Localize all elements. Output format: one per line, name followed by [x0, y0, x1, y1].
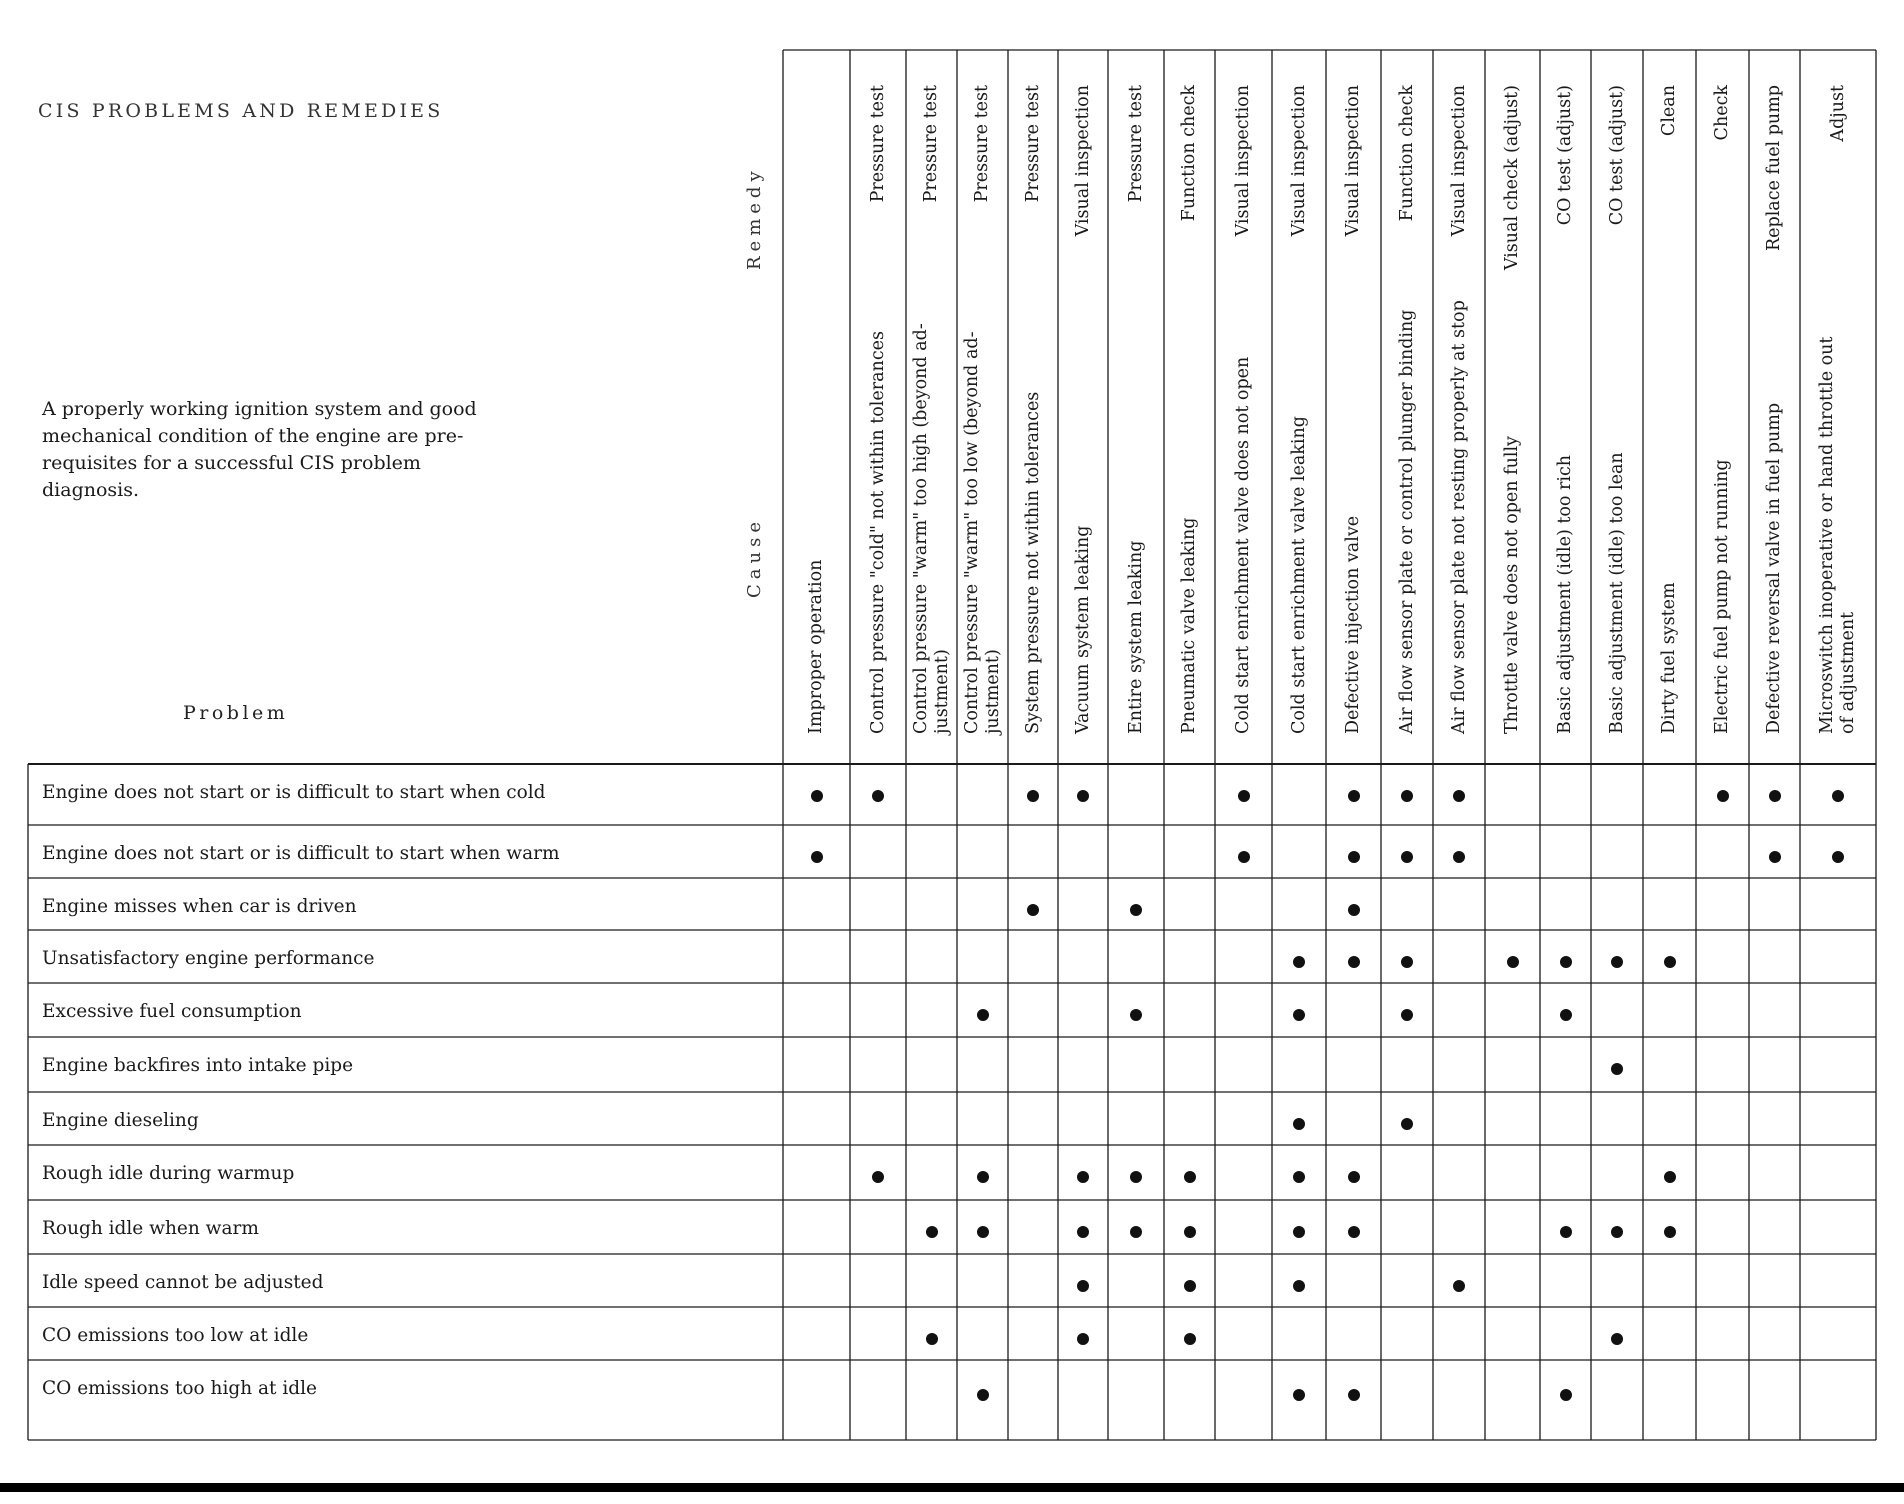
problem-row-label: Engine dieseling	[42, 1110, 199, 1131]
matrix-dot	[1453, 790, 1465, 802]
column-cause-label: Dirty fuel system	[1659, 582, 1679, 734]
problem-row-label: Engine does not start or is difficult to start when cold	[42, 782, 546, 803]
problem-row-label: Rough idle during warmup	[42, 1163, 295, 1184]
matrix-dot	[1077, 1333, 1089, 1345]
matrix-dot	[926, 1333, 938, 1345]
matrix-dot	[811, 790, 823, 802]
column-remedy-label: Function check	[1396, 85, 1417, 222]
remedy-header: Remedy	[744, 166, 765, 270]
problem-row-label: Rough idle when warm	[42, 1218, 259, 1239]
matrix-dot	[977, 1171, 989, 1183]
matrix-dot	[1664, 1171, 1676, 1183]
cause-header: Cause	[744, 517, 765, 598]
problem-row-label: Idle speed cannot be adjusted	[42, 1272, 324, 1293]
column-cause-label: Improper operation	[806, 559, 826, 734]
matrix-dot	[1401, 790, 1413, 802]
column-cause-label: Defective injection valve	[1343, 515, 1363, 734]
column-remedy-label: Visual inspection	[1072, 85, 1093, 237]
matrix-dot	[1560, 956, 1572, 968]
matrix-dot	[1832, 851, 1844, 863]
matrix-dot	[1184, 1333, 1196, 1345]
matrix-dot	[1238, 790, 1250, 802]
matrix-dot	[1130, 904, 1142, 916]
column-cause-label: Throttle valve does not open fully	[1502, 436, 1522, 734]
matrix-dot	[872, 790, 884, 802]
column-cause-label: Entire system leaking	[1125, 540, 1146, 734]
matrix-dot	[1453, 851, 1465, 863]
matrix-dot	[1293, 1118, 1305, 1130]
page-title: CIS PROBLEMS AND REMEDIES	[38, 100, 444, 122]
column-cause-label: Control pressure "warm" too high (beyond ad- justment)	[910, 323, 952, 734]
matrix-dot	[1401, 956, 1413, 968]
matrix-dot	[1348, 904, 1360, 916]
matrix-dot	[977, 1009, 989, 1021]
column-remedy-label: Function check	[1179, 85, 1199, 222]
column-cause-label: Vacuum system leaking	[1072, 525, 1093, 734]
matrix-dot	[1027, 790, 1039, 802]
column-remedy-label: Check	[1712, 85, 1732, 141]
matrix-dot	[1293, 1226, 1305, 1238]
matrix-dot	[1293, 956, 1305, 968]
matrix-dot	[1184, 1226, 1196, 1238]
matrix-dot	[1348, 851, 1360, 863]
matrix-dot	[1348, 956, 1360, 968]
problem-row-label: Engine does not start or is difficult to start when warm	[42, 843, 560, 864]
matrix-dot	[1560, 1009, 1572, 1021]
column-cause-label: Air flow sensor plate or control plunger binding	[1396, 309, 1417, 734]
matrix-dot	[1611, 1226, 1623, 1238]
matrix-dot	[1077, 1171, 1089, 1183]
column-cause-label: Basic adjustment (idle) too lean	[1606, 452, 1627, 734]
column-cause-label: Microswitch inoperative or hand throttle out of adjustment	[1817, 336, 1858, 734]
problem-row-label: Excessive fuel consumption	[42, 1001, 302, 1022]
column-cause-label: Cold start enrichment valve does not open	[1233, 356, 1253, 734]
matrix-dot	[1184, 1171, 1196, 1183]
problem-row-label: CO emissions too low at idle	[42, 1325, 309, 1346]
matrix-dot	[1769, 790, 1781, 802]
diagnosis-note: A properly working ignition system and good mechanical condition of the engine are pre-requisites for a successful CIS problem diagnosis.	[42, 398, 477, 501]
column-remedy-label: Visual inspection	[1288, 85, 1309, 237]
matrix-dot	[1184, 1280, 1196, 1292]
matrix-dot	[1348, 1171, 1360, 1183]
matrix-dot	[1293, 1171, 1305, 1183]
matrix-dot	[1130, 1226, 1142, 1238]
matrix-dot	[977, 1389, 989, 1401]
matrix-dot	[1401, 1118, 1413, 1130]
column-cause-label: Control pressure "cold" not within tolerances	[867, 331, 888, 734]
column-cause-label: Pneumatic valve leaking	[1179, 517, 1199, 734]
column-remedy-label: Clean	[1659, 85, 1679, 137]
matrix-dot	[1293, 1389, 1305, 1401]
matrix-dot	[1769, 851, 1781, 863]
column-remedy-label: Pressure test	[867, 85, 888, 203]
matrix-dot	[1130, 1009, 1142, 1021]
column-remedy-label: Adjust	[1827, 85, 1848, 142]
matrix-dot	[1348, 1389, 1360, 1401]
column-cause-label: Control pressure "warm" too low (beyond ad- justment)	[961, 331, 1003, 734]
matrix-dot	[1293, 1280, 1305, 1292]
matrix-dot	[1832, 790, 1844, 802]
matrix-dot	[1238, 851, 1250, 863]
matrix-dot	[1453, 1280, 1465, 1292]
bottom-rule	[0, 1483, 1904, 1492]
matrix-dot	[926, 1226, 938, 1238]
matrix-dot	[1560, 1389, 1572, 1401]
matrix-dot	[1664, 956, 1676, 968]
column-remedy-label: Visual inspection	[1448, 85, 1469, 237]
column-remedy-label: Pressure test	[972, 85, 992, 203]
matrix-dot	[1401, 851, 1413, 863]
matrix-dot	[1293, 1009, 1305, 1021]
problem-row-label: Engine misses when car is driven	[42, 896, 357, 917]
problem-header: Problem	[183, 702, 289, 724]
matrix-dot	[1077, 1226, 1089, 1238]
column-remedy-label: Pressure test	[1125, 85, 1146, 203]
matrix-dot	[1664, 1226, 1676, 1238]
column-remedy-label: Visual inspection	[1233, 85, 1253, 237]
matrix-dot	[1560, 1226, 1572, 1238]
problem-row-label: Unsatisfactory engine performance	[42, 948, 375, 969]
column-remedy-label: Visual check (adjust)	[1502, 85, 1522, 271]
column-cause-label: Electric fuel pump not running	[1712, 459, 1732, 734]
matrix-dot	[977, 1226, 989, 1238]
matrix-dot	[1611, 1063, 1623, 1075]
matrix-dot	[1507, 956, 1519, 968]
column-remedy-label: CO test (adjust)	[1606, 85, 1627, 226]
matrix-dot	[1130, 1171, 1142, 1183]
column-remedy-label: Visual inspection	[1343, 85, 1363, 237]
matrix-dot	[1401, 1009, 1413, 1021]
matrix-dot	[1717, 790, 1729, 802]
matrix-dot	[1348, 1226, 1360, 1238]
matrix-dot	[1611, 1333, 1623, 1345]
matrix-dot	[1611, 956, 1623, 968]
column-remedy-label: Replace fuel pump	[1764, 85, 1784, 252]
column-cause-label: Defective reversal valve in fuel pump	[1764, 402, 1784, 734]
column-cause-label: Cold start enrichment valve leaking	[1288, 416, 1309, 734]
column-remedy-label: Pressure test	[921, 85, 941, 203]
matrix-dot	[872, 1171, 884, 1183]
matrix-dot	[811, 851, 823, 863]
column-cause-label: Basic adjustment (idle) too rich	[1555, 454, 1575, 734]
problem-row-label: CO emissions too high at idle	[42, 1378, 317, 1399]
column-cause-label: Air flow sensor plate not resting properly at stop	[1448, 300, 1469, 734]
column-remedy-label: Pressure test	[1022, 85, 1043, 203]
matrix-dot	[1077, 1280, 1089, 1292]
column-cause-label: System pressure not within tolerances	[1022, 391, 1043, 734]
matrix-dot	[1027, 904, 1039, 916]
matrix-dot	[1348, 790, 1360, 802]
matrix-dot	[1077, 790, 1089, 802]
problem-row-label: Engine backfires into intake pipe	[42, 1055, 354, 1076]
column-remedy-label: CO test (adjust)	[1555, 85, 1575, 226]
